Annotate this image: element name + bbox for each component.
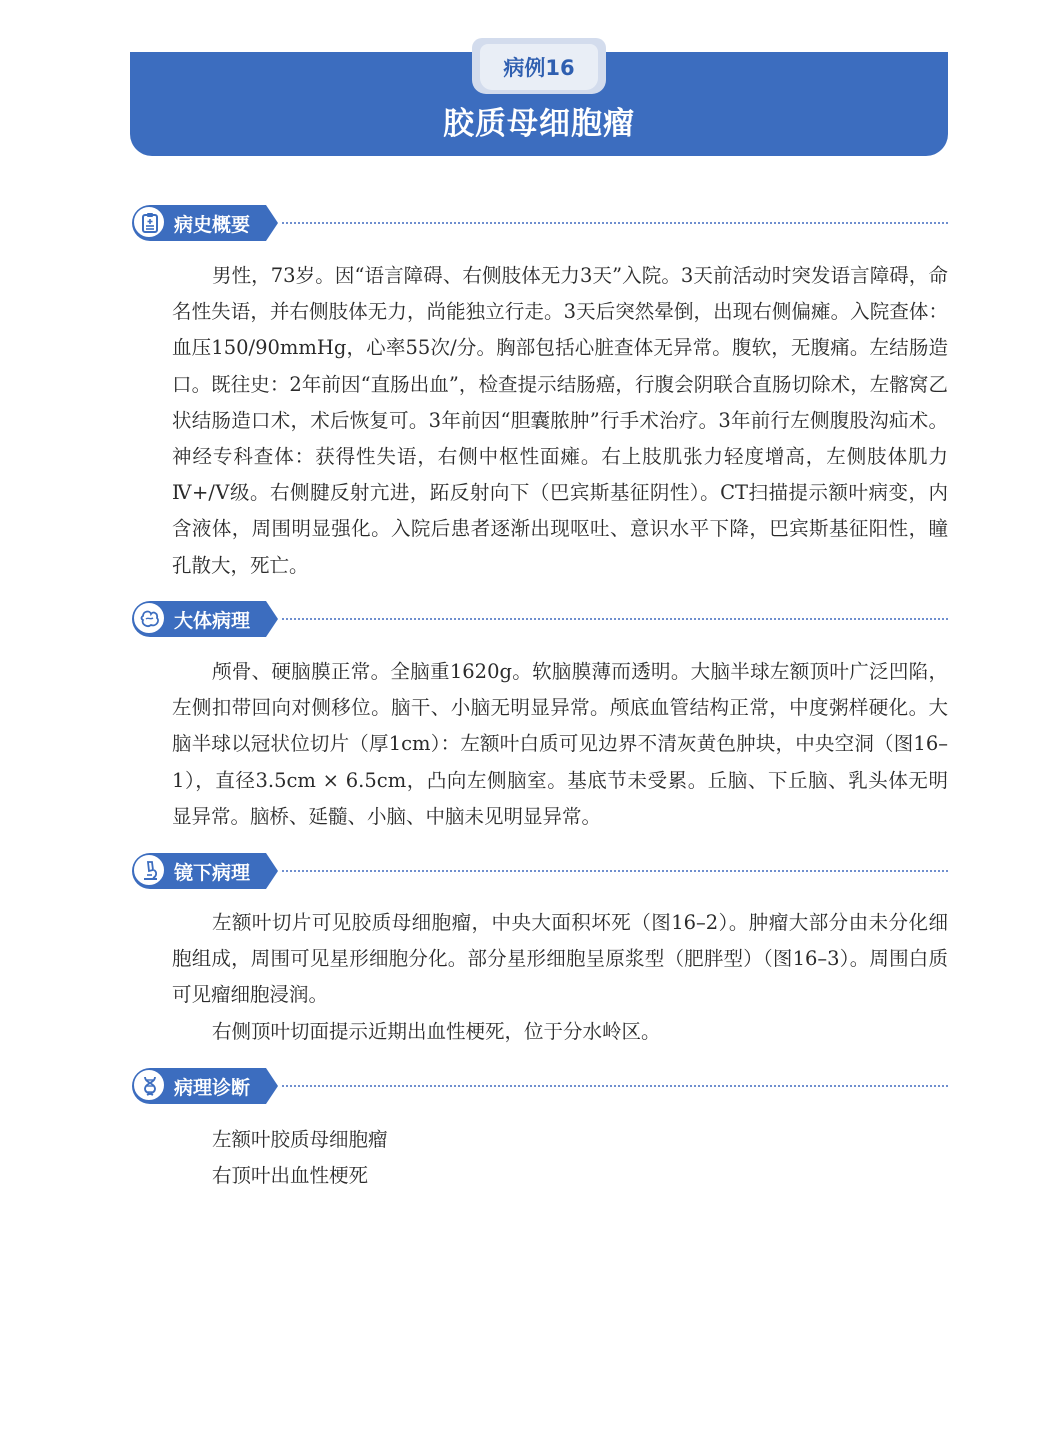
section-title: 大体病理	[174, 610, 251, 632]
micro-paragraph-2: 右侧顶叶切面提示近期出血性梗死，位于分水岭区。	[212, 1020, 661, 1043]
diagnosis-line-1: 左额叶胶质母细胞瘤	[212, 1128, 388, 1151]
section-header-history	[132, 205, 948, 241]
dna-icon	[133, 1069, 165, 1101]
page-title: 胶质母细胞瘤	[443, 106, 635, 142]
dotted-divider	[282, 618, 948, 620]
section-header-diagnosis	[132, 1068, 948, 1104]
diagnosis-line-2: 右顶叶出血性梗死	[212, 1164, 369, 1187]
dotted-divider	[282, 222, 948, 224]
clipboard-icon	[133, 206, 165, 238]
gross-paragraph: 颅骨、硬脑膜正常。全脑重1620g。软脑膜薄而透明。大脑半球左额顶叶广泛凹陷，左侧扣带回向对侧移位。脑干、小脑无明显异常。颅底血管结构正常，中度粥样硬化。大脑半球以冠状位切片（厚1cm）：左额叶白质可见边界不清灰黄色肿块，中央空洞（图16–1），直径3.5cm × 6.5cm，凸向左侧脑室。基底节未受累。丘脑、下丘脑、乳头体无明显异常。脑桥、延髓、小脑、中脑未见明显异常。	[172, 660, 948, 828]
section-title: 病理诊断	[174, 1077, 251, 1099]
dotted-divider	[282, 870, 948, 872]
case-label: 病例16	[480, 44, 598, 90]
microscope-icon	[133, 854, 165, 886]
organ-icon	[133, 602, 165, 634]
micro-paragraph-1: 左额叶切片可见胶质母细胞瘤，中央大面积坏死（图16–2）。肿瘤大部分由未分化细胞组成，周围可见星形细胞分化。部分星形细胞呈原浆型（肥胖型）（图16–3）。周围白质可见瘤细胞浸润。	[172, 911, 948, 1007]
section-header-gross	[132, 601, 948, 637]
section-header-micro	[132, 853, 948, 889]
history-paragraph: 男性，73岁。因“语言障碍、右侧肢体无力3天”入院。3天前活动时突发语言障碍，命名性失语，并右侧肢体无力，尚能独立行走。3天后突然晕倒，出现右侧偏瘫。入院查体：血压150/90mmHg，心率55次/分。胸部包括心脏查体无异常。腹软，无腹痛。左结肠造口。既往史：2年前因“直肠出血”，检查提示结肠癌，行腹会阴联合直肠切除术，左髂窝乙状结肠造口术，术后恢复可。3年前因“胆囊脓肿”行手术治疗。3年前行左侧腹股沟疝术。神经专科查体：获得性失语，右侧中枢性面瘫。右上肢肌张力轻度增高，左侧肢体肌力Ⅳ+/Ⅴ级。右侧腱反射亢进，跖反射向下（巴宾斯基征阴性）。CT扫描提示额叶病变，内含液体，周围明显强化。入院后患者逐渐出现呕吐、意识水平下降，巴宾斯基征阳性，瞳孔散大，死亡。	[172, 264, 948, 577]
dotted-divider	[282, 1085, 948, 1087]
section-title: 病史概要	[174, 214, 251, 236]
section-title: 镜下病理	[174, 862, 251, 884]
